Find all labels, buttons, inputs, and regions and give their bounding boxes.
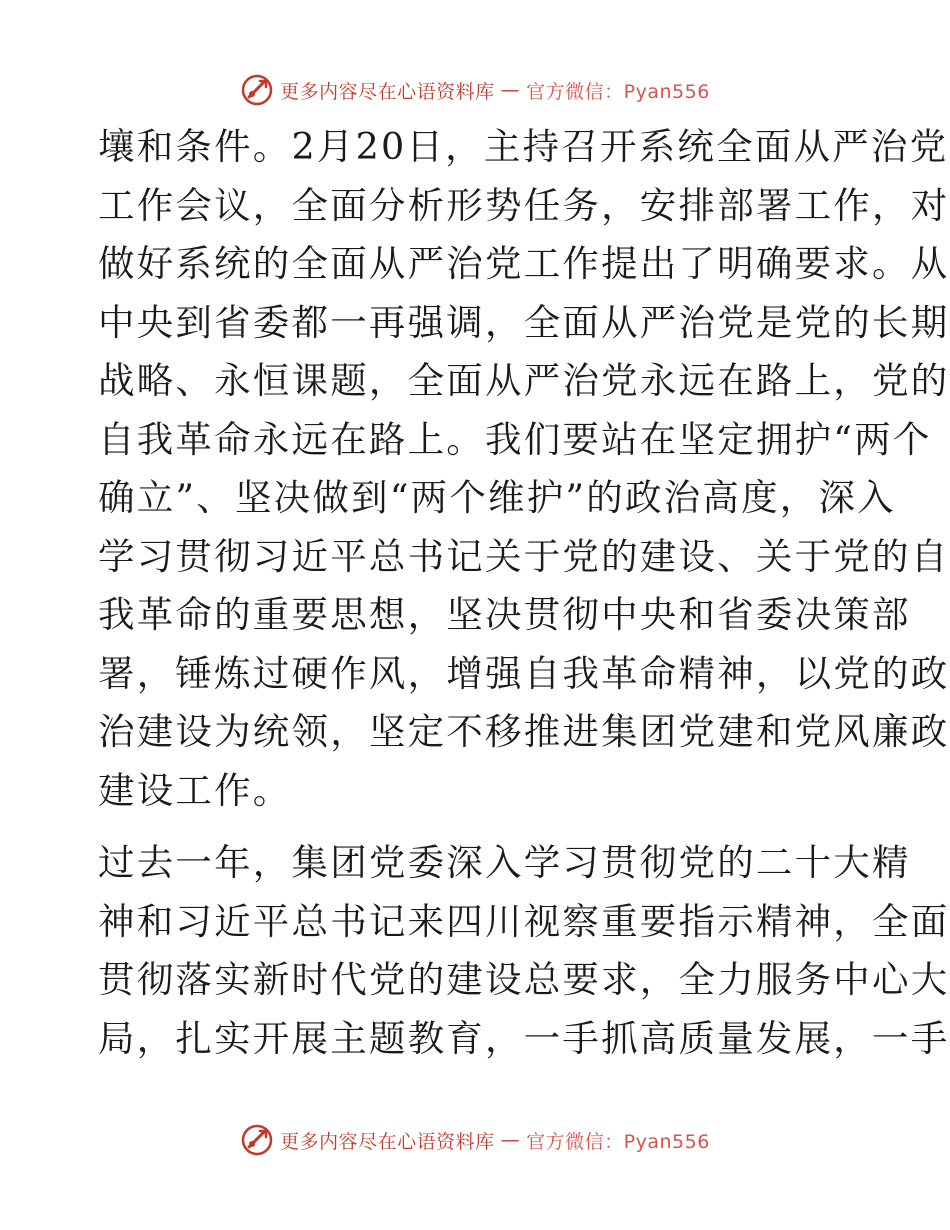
text-line: 治建设为统领，坚定不移推进集团党建和党风廉政 [98, 710, 950, 753]
text-line: 工作会议，全面分析形势任务，安排部署工作，对 [98, 183, 950, 227]
watermark-separator: — [500, 1129, 521, 1151]
watermark-separator: — [500, 79, 521, 101]
watermark-contact: 官方微信：Pyan556 [526, 1130, 710, 1153]
text-line: 壤和条件。2月20日，主持召开系统全面从严治党 [98, 125, 949, 168]
brand-logo-icon [240, 73, 274, 107]
watermark-text: 更多内容尽在心语资料库 [280, 1130, 495, 1153]
text-line: 确立”、坚决做到“两个维护”的政治高度，深入 [98, 476, 896, 519]
text-line: 中央到省委都一再强调，全面从严治党是党的长期 [98, 300, 950, 344]
paragraph-1 [98, 118, 950, 820]
text-line: 局，扎实开展主题教育，一手抓高质量发展，一手 [98, 1016, 950, 1060]
text-line: 自我革命永远在路上。我们要站在坚定拥护“两个 [98, 417, 932, 461]
text-line: 建设工作。 [98, 768, 292, 812]
text-line: 贯彻落实新时代党的建设总要求，全力服务中心大 [98, 958, 950, 1001]
paragraph-2 [98, 834, 950, 1068]
text-line: 学习贯彻习近平总书记关于党的建设、关于党的自 [98, 534, 950, 578]
text-line: 我革命的重要思想，坚决贯彻中央和省委决策部 [98, 593, 911, 636]
brand-logo-icon [240, 1123, 274, 1157]
text-line: 战略、永恒课题，全面从严治党永远在路上，党的 [98, 359, 950, 402]
document-body [98, 118, 950, 1068]
watermark-contact: 官方微信：Pyan556 [526, 80, 710, 103]
header-watermark [0, 70, 950, 110]
text-line: 做好系统的全面从严治党工作提出了明确要求。从 [98, 242, 950, 285]
text-line: 过去一年，集团党委深入学习贯彻党的二十大精 [98, 841, 911, 884]
text-line: 署，锤炼过硬作风，增强自我革命精神，以党的政 [98, 651, 950, 695]
footer-watermark [0, 1120, 950, 1160]
watermark-text: 更多内容尽在心语资料库 [280, 80, 495, 103]
text-line: 神和习近平总书记来四川视察重要指示精神，全面 [98, 899, 950, 943]
